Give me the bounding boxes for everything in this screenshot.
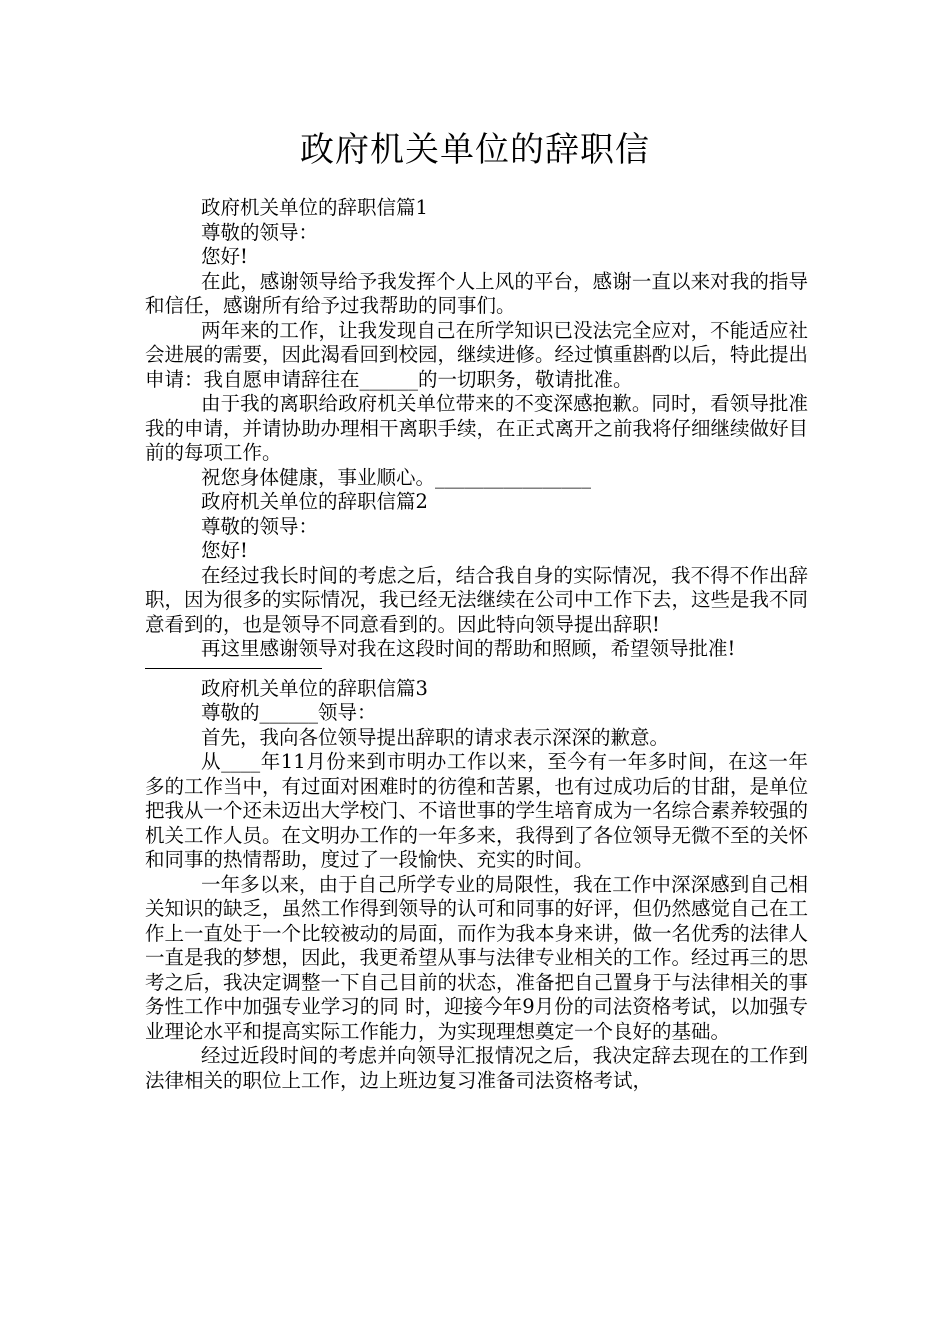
body-paragraph: 从____年11月份来到市明办工作以来，至今有一年多时间，在这一年多的工作当中，有过面对困难时的彷徨和苦累，也有过成功后的甘甜，是单位把我从一个还未迈出大学校门、不谙世事的学生培育成为一名综合素养较强的机关工作人员。在文明办工作的一年多来，我得到了各位领导无微不至的关怀和同事的热情帮助，度过了一段愉快、充实的时间。: [145, 750, 809, 871]
section-heading-1: 政府机关单位的辞职信篇1: [201, 196, 428, 219]
body-paragraph: 在此，感谢领导给予我发挥个人上风的平台，感谢一直以来对我的指导和信任，感谢所有给予过我帮助的同事们。: [145, 269, 808, 317]
section-heading-3: 政府机关单位的辞职信篇3: [201, 676, 428, 700]
body-paragraph: 在经过我长时间的考虑之后，结合我自身的实际情况，我不得不作出辞职，因为很多的实际情况，我已经无法继续在公司中工作下去，这些是我不同意看到的，也是领导不同意看到的。因此特向领导提出辞职!: [145, 563, 809, 636]
body-paragraph: 两年来的工作，让我发现自己在所学知识已没法完全应对，不能适应社会进展的需要，因此渴看回到校园，继续进修。经过慎重斟酌以后，特此提出申请：我自愿申请辞往在______的一切职务，敬请批准。: [145, 318, 809, 391]
body-paragraph: 再这里感谢领导对我在这段时间的帮助和照顾，希望领导批准!: [201, 637, 736, 660]
salutation: 尊敬的______领导：: [201, 701, 377, 724]
section-heading-2: 政府机关单位的辞职信篇2: [201, 490, 428, 513]
salutation: 尊敬的领导：: [201, 514, 319, 538]
body-paragraph: 首先，我向各位领导提出辞职的请求表示深深的歉意。: [201, 725, 670, 749]
document-body: [145, 196, 808, 1093]
salutation: 尊敬的领导：: [201, 220, 319, 244]
separator-rule: [145, 668, 322, 669]
body-paragraph: 经过近段时间的考虑并向领导汇报情况之后，我决定辞去现在的工作到法律相关的职位上工作，边上班边复习准备司法资格考试，: [145, 1044, 808, 1092]
body-paragraph: 由于我的离职给政府机关单位带来的不变深感抱歉。同时，看领导批准我的申请，并请协助办理相干离职手续，在正式离开之前我将仔细继续做好目前的每项工作。: [145, 392, 809, 464]
document-title: 政府机关单位的辞职信: [300, 130, 650, 170]
greeting: 您好!: [201, 245, 248, 268]
greeting: 您好!: [201, 539, 248, 562]
body-paragraph: 一年多以来，由于自己所学专业的局限性，我在工作中深深感到自己相关知识的缺乏，虽然工作得到领导的认可和同事的好评，但仍然感觉自己在工作上一直处于一个比较被动的局面，而作为我本身来讲，做一名优秀的法律人一直是我的梦想，因此，我更希望从事与法律专业相关的工作。经过再三的思考之后，我决定调整一下自己目前的状态，准备把自己置身于与法律相关的事务性工作中加强专业学习的同 时，迎接今年9月份的司法资格考试，以加强专业理论水平和提高实际工作能力，为实现理想奠定一个良好的基础。: [145, 872, 809, 1043]
closing-line: 祝您身体健康，事业顺心。________________: [201, 465, 592, 489]
